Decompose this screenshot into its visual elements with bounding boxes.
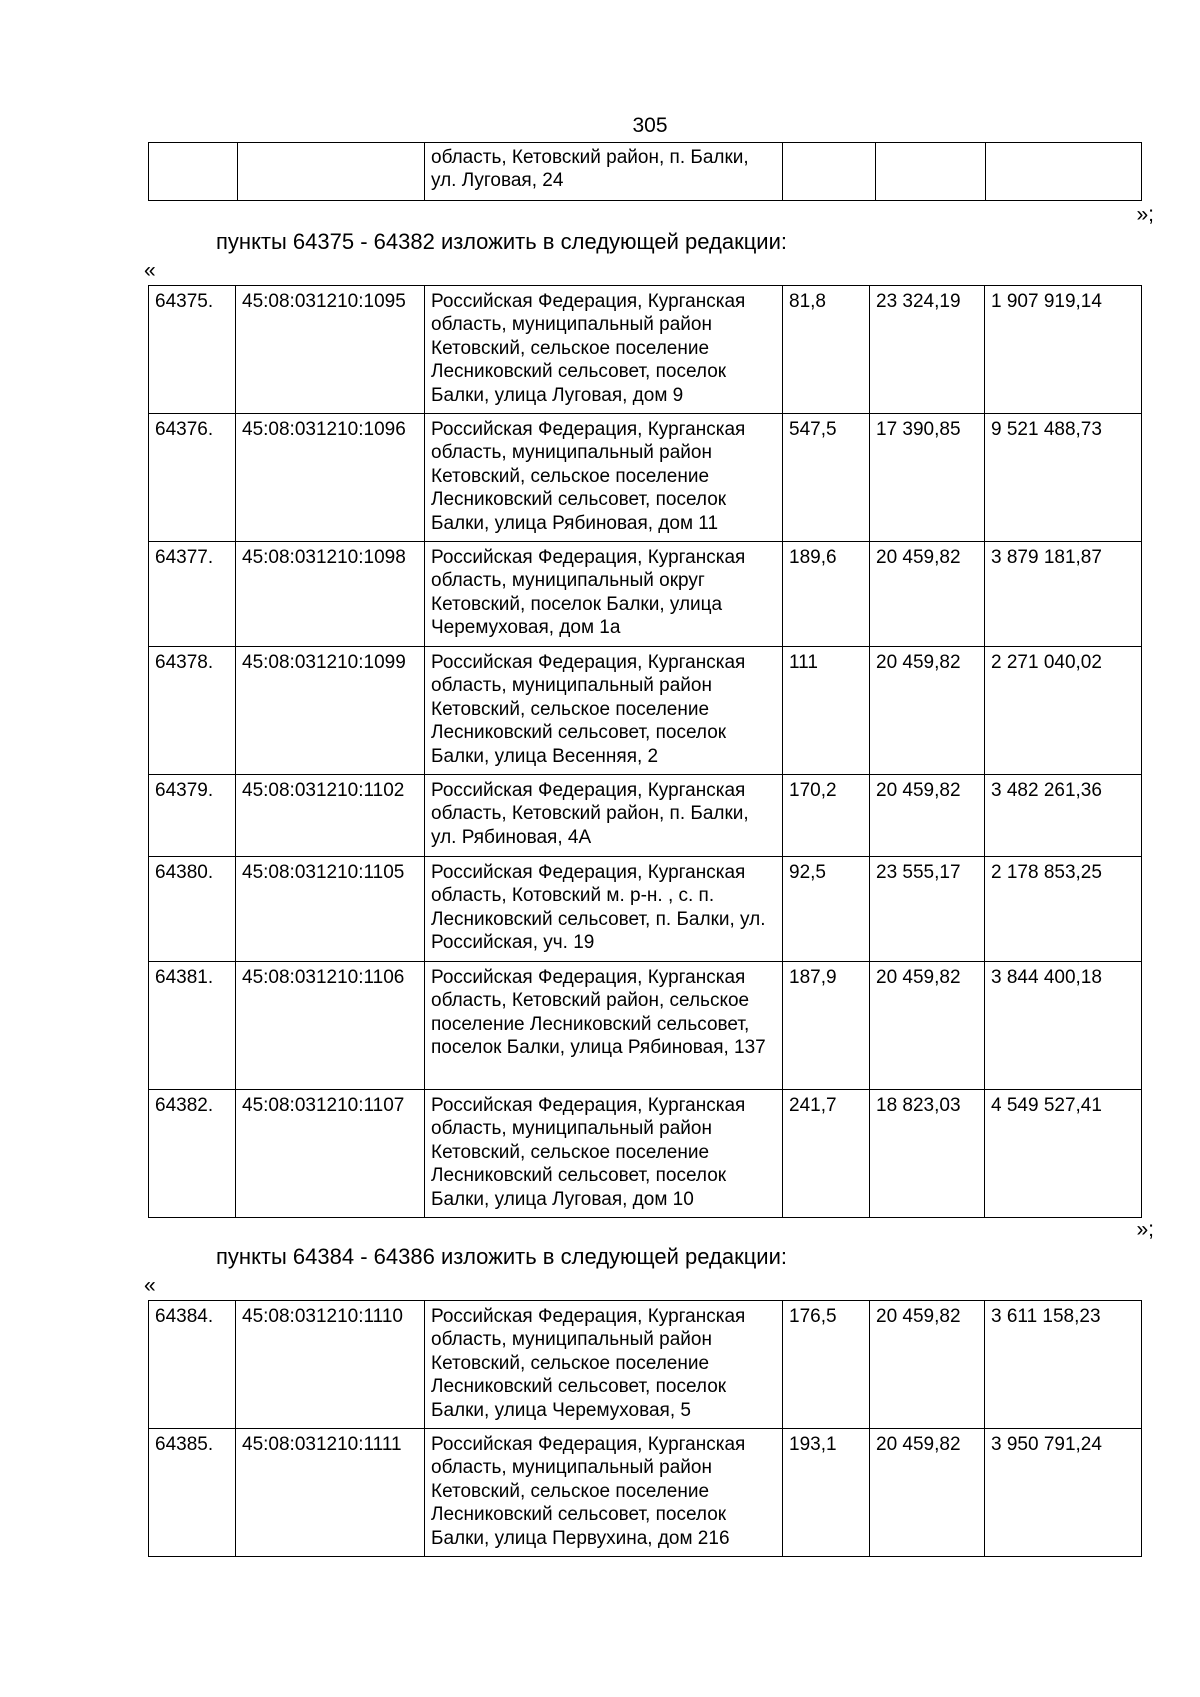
cell-rate: 18 823,03 xyxy=(870,1090,985,1218)
cell-address: Российская Федерация, Курганская область, муниципальный район Кетовский, сельское поселение Лесниковский сельсовет, поселок Балки, улица Луговая, дом 10 xyxy=(425,1090,783,1218)
cell-value: 3 950 791,24 xyxy=(985,1429,1142,1557)
cell-value: 3 879 181,87 xyxy=(985,542,1142,647)
cell-rate: 23 555,17 xyxy=(870,857,985,962)
cell-no: 64381. xyxy=(149,962,236,1090)
cell-address: Российская Федерация, Курганская область, Котовский м. р-н. , с. п. Лесниковский сельсовет, п. Балки, ул. Российская, уч. 19 xyxy=(425,857,783,962)
cell-value: 4 549 527,41 xyxy=(985,1090,1142,1218)
cell-area: 187,9 xyxy=(783,962,870,1090)
cell-value xyxy=(986,143,1142,201)
cell-rate xyxy=(876,143,986,201)
table-row xyxy=(149,1429,1142,1557)
table-row xyxy=(149,414,1142,542)
cell-no: 64379. xyxy=(149,775,236,857)
cell-area: 92,5 xyxy=(783,857,870,962)
cell-value: 1 907 919,14 xyxy=(985,286,1142,414)
cell-rate: 20 459,82 xyxy=(870,1429,985,1557)
cell-no: 64376. xyxy=(149,414,236,542)
closing-quote: »; xyxy=(1136,203,1154,226)
table-row xyxy=(149,775,1142,857)
cell-address: Российская Федерация, Курганская область, Кетовский район, п. Балки, ул. Рябиновая, 4А xyxy=(425,775,783,857)
cell-area: 81,8 xyxy=(783,286,870,414)
section-heading: пункты 64375 - 64382 изложить в следующей редакции: xyxy=(216,229,788,254)
cell-rate: 20 459,82 xyxy=(870,542,985,647)
cell-cadastral: 45:08:031210:1105 xyxy=(236,857,425,962)
cell-value: 3 844 400,18 xyxy=(985,962,1142,1090)
cell-address: Российская Федерация, Курганская область, муниципальный район Кетовский, сельское поселение Лесниковский сельсовет, поселок Балки, улица Луговая, дом 9 xyxy=(425,286,783,414)
cell-area: 176,5 xyxy=(783,1301,870,1429)
cell-no: 64380. xyxy=(149,857,236,962)
cell-cadastral: 45:08:031210:1111 xyxy=(236,1429,425,1557)
cell-value: 2 178 853,25 xyxy=(985,857,1142,962)
cell-cadastral: 45:08:031210:1099 xyxy=(236,647,425,775)
table-row xyxy=(149,286,1142,414)
cell-rate: 20 459,82 xyxy=(870,647,985,775)
cell-area: 193,1 xyxy=(783,1429,870,1557)
table-row xyxy=(149,962,1142,1090)
continued-table xyxy=(148,142,1142,201)
cell-no: 64377. xyxy=(149,542,236,647)
table-row xyxy=(149,1090,1142,1218)
cell-no: 64385. xyxy=(149,1429,236,1557)
cell-cadastral xyxy=(238,143,425,201)
cell-cadastral: 45:08:031210:1098 xyxy=(236,542,425,647)
cell-area xyxy=(783,143,876,201)
cell-no: 64382. xyxy=(149,1090,236,1218)
table-row xyxy=(149,542,1142,647)
cell-address: Российская Федерация, Курганская область, муниципальный район Кетовский, сельское поселение Лесниковский сельсовет, поселок Балки, улица Первухина, дом 216 xyxy=(425,1429,783,1557)
cell-cadastral: 45:08:031210:1102 xyxy=(236,775,425,857)
cell-cadastral: 45:08:031210:1096 xyxy=(236,414,425,542)
table-row xyxy=(149,857,1142,962)
cell-value: 2 271 040,02 xyxy=(985,647,1142,775)
cell-address: Российская Федерация, Курганская область, муниципальный район Кетовский, сельское поселение Лесниковский сельсовет, поселок Балки, улица Черемуховая, 5 xyxy=(425,1301,783,1429)
cell-rate: 17 390,85 xyxy=(870,414,985,542)
section-heading: пункты 64384 - 64386 изложить в следующей редакции: xyxy=(216,1244,788,1269)
table-row xyxy=(149,1301,1142,1429)
cell-no: 64384. xyxy=(149,1301,236,1429)
section-table xyxy=(148,1300,1142,1557)
cell-area: 111 xyxy=(783,647,870,775)
cell-no: 64375. xyxy=(149,286,236,414)
cell-address: Российская Федерация, Курганская область, муниципальный район Кетовский, сельское поселение Лесниковский сельсовет, поселок Балки, улица Рябиновая, дом 11 xyxy=(425,414,783,542)
cell-address: Российская Федерация, Курганская область, муниципальный район Кетовский, сельское поселение Лесниковский сельсовет, поселок Балки, улица Весенняя, 2 xyxy=(425,647,783,775)
cell-value: 3 482 261,36 xyxy=(985,775,1142,857)
opening-quote: « xyxy=(144,259,156,282)
cell-cadastral: 45:08:031210:1106 xyxy=(236,962,425,1090)
closing-quote: »; xyxy=(1136,1218,1154,1241)
cell-cadastral: 45:08:031210:1107 xyxy=(236,1090,425,1218)
page-number: 305 xyxy=(632,114,668,137)
opening-quote: « xyxy=(144,1274,156,1297)
cell-cadastral: 45:08:031210:1110 xyxy=(236,1301,425,1429)
cell-area: 547,5 xyxy=(783,414,870,542)
cell-no xyxy=(149,143,238,201)
cell-address: Российская Федерация, Курганская область, Кетовский район, сельское поселение Лесниковский сельсовет, поселок Балки, улица Рябиновая, 137 xyxy=(425,962,783,1090)
cell-value: 3 611 158,23 xyxy=(985,1301,1142,1429)
cell-rate: 20 459,82 xyxy=(870,962,985,1090)
cell-address: Российская Федерация, Курганская область, муниципальный округ Кетовский, поселок Балки, улица Черемуховая, дом 1а xyxy=(425,542,783,647)
section-table xyxy=(148,285,1142,1218)
cell-rate: 23 324,19 xyxy=(870,286,985,414)
cell-address: область, Кетовский район, п. Балки, ул. Луговая, 24 xyxy=(425,143,783,201)
cell-rate: 20 459,82 xyxy=(870,775,985,857)
cell-cadastral: 45:08:031210:1095 xyxy=(236,286,425,414)
table-row xyxy=(149,143,1142,201)
cell-no: 64378. xyxy=(149,647,236,775)
cell-area: 241,7 xyxy=(783,1090,870,1218)
cell-area: 170,2 xyxy=(783,775,870,857)
cell-rate: 20 459,82 xyxy=(870,1301,985,1429)
table-row xyxy=(149,647,1142,775)
cell-value: 9 521 488,73 xyxy=(985,414,1142,542)
cell-area: 189,6 xyxy=(783,542,870,647)
